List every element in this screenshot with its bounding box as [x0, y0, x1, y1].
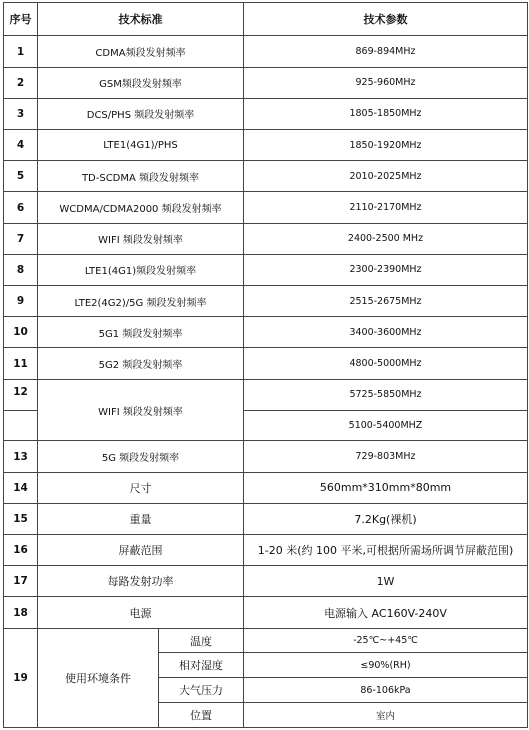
row-standard: TD-SCDMA 频段发射频率	[38, 161, 244, 192]
row-value: 5725-5850MHz	[244, 379, 528, 410]
row-standard: 5G2 频段发射频率	[38, 348, 244, 379]
env-item-label: 大气压力	[159, 678, 244, 703]
row-standard: WIFI 频段发射频率	[38, 379, 244, 441]
env-group-label: 使用环境条件	[38, 628, 159, 727]
row-value: 560mm*310mm*80mm	[244, 472, 528, 503]
row-value: 869-894MHz	[244, 36, 528, 67]
row-value: 2110-2170MHz	[244, 192, 528, 223]
table-row	[4, 348, 528, 379]
env-item-value: 86-106kPa	[244, 678, 528, 703]
row-standard: LTE1(4G1)频段发射频率	[38, 254, 244, 285]
row-standard: GSM频段发射频率	[38, 67, 244, 98]
table-row	[4, 98, 528, 129]
row-number: 13	[4, 441, 38, 472]
header-params: 技术参数	[244, 3, 528, 36]
env-item-value: -25℃~+45℃	[244, 628, 528, 653]
row-number: 9	[4, 286, 38, 317]
row-value: 729-803MHz	[244, 441, 528, 472]
table-row	[4, 161, 528, 192]
row-standard: 每路发射功率	[38, 566, 244, 597]
table-row	[4, 67, 528, 98]
row-value: 4800-5000MHz	[244, 348, 528, 379]
row-number: 11	[4, 348, 38, 379]
table-row	[4, 254, 528, 285]
table-row	[4, 503, 528, 534]
row-value: 5100-5400MHZ	[244, 410, 528, 441]
row-standard: 5G1 频段发射频率	[38, 317, 244, 348]
row-number-blank	[4, 410, 38, 441]
header-standard: 技术标准	[38, 3, 244, 36]
row-standard: LTE1(4G1)/PHS	[38, 130, 244, 161]
row-value: 2515-2675MHz	[244, 286, 528, 317]
row-number: 10	[4, 317, 38, 348]
row-standard: 5G 频段发射频率	[38, 441, 244, 472]
env-item-label: 温度	[159, 628, 244, 653]
table-row	[4, 379, 528, 410]
row-standard: WIFI 频段发射频率	[38, 223, 244, 254]
table-row	[4, 472, 528, 503]
row-number: 1	[4, 36, 38, 67]
row-value: 7.2Kg(裸机)	[244, 503, 528, 534]
row-value: 925-960MHz	[244, 67, 528, 98]
row-number: 14	[4, 472, 38, 503]
row-number: 16	[4, 535, 38, 566]
row-number: 19	[4, 628, 38, 727]
row-number: 7	[4, 223, 38, 254]
row-number: 3	[4, 98, 38, 129]
table-row	[4, 441, 528, 472]
table-row	[4, 130, 528, 161]
table-row	[4, 36, 528, 67]
row-number: 8	[4, 254, 38, 285]
row-standard: 电源	[38, 597, 244, 628]
row-number: 4	[4, 130, 38, 161]
env-item-value: ≤90%(RH)	[244, 653, 528, 678]
row-number: 15	[4, 503, 38, 534]
row-value: 1W	[244, 566, 528, 597]
row-value: 3400-3600MHz	[244, 317, 528, 348]
row-number: 17	[4, 566, 38, 597]
table-row	[4, 628, 528, 653]
table-row	[4, 597, 528, 628]
row-number: 18	[4, 597, 38, 628]
table-row	[4, 192, 528, 223]
env-item-label: 位置	[159, 703, 244, 728]
row-standard: WCDMA/CDMA2000 频段发射频率	[38, 192, 244, 223]
table-row	[4, 535, 528, 566]
row-standard: CDMA频段发射频率	[38, 36, 244, 67]
row-value: 2300-2390MHz	[244, 254, 528, 285]
row-value: 2010-2025MHz	[244, 161, 528, 192]
row-value: 2400-2500 MHz	[244, 223, 528, 254]
row-number: 2	[4, 67, 38, 98]
env-item-value: 室内	[244, 703, 528, 728]
table-row	[4, 223, 528, 254]
header-row	[4, 3, 528, 36]
header-no: 序号	[4, 3, 38, 36]
row-standard: 重量	[38, 503, 244, 534]
row-number: 6	[4, 192, 38, 223]
row-value: 1-20 米(约 100 平米,可根据所需场所调节屏蔽范围)	[244, 535, 528, 566]
env-item-label: 相对湿度	[159, 653, 244, 678]
row-number: 12	[4, 379, 38, 410]
row-standard: DCS/PHS 频段发射频率	[38, 98, 244, 129]
row-standard: 尺寸	[38, 472, 244, 503]
row-value: 电源输入 AC160V-240V	[244, 597, 528, 628]
table-row	[4, 317, 528, 348]
table-row	[4, 286, 528, 317]
table-row	[4, 566, 528, 597]
row-value: 1850-1920MHz	[244, 130, 528, 161]
row-number: 5	[4, 161, 38, 192]
spec-table	[3, 2, 528, 728]
row-standard: LTE2(4G2)/5G 频段发射频率	[38, 286, 244, 317]
row-standard: 屏蔽范围	[38, 535, 244, 566]
row-value: 1805-1850MHz	[244, 98, 528, 129]
